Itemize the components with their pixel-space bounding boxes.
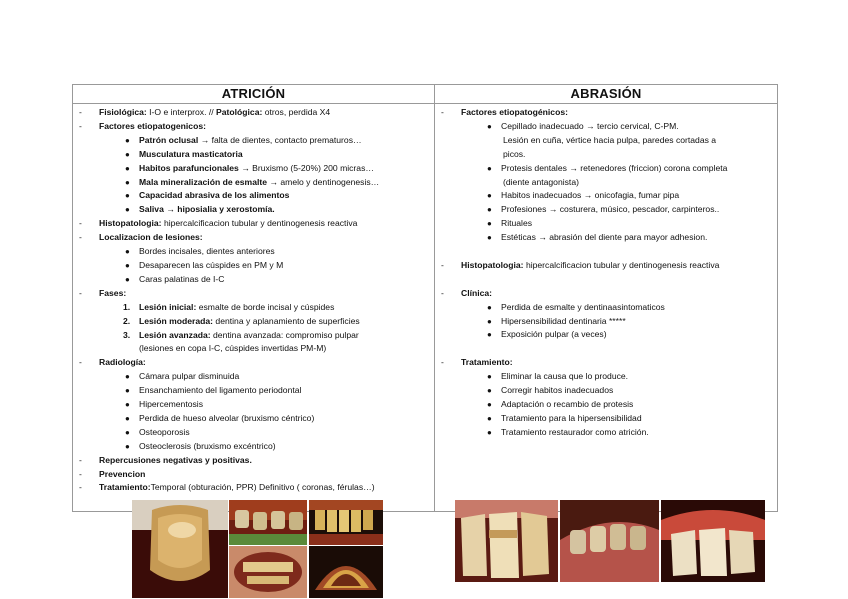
list-item: ● Tratamiento para la hipersensibilidad	[487, 412, 642, 423]
list-item: ● Rituales	[487, 218, 533, 229]
abrasion-body	[435, 104, 777, 440]
list-item: - Histopatologia: hipercalcificacion tubular y dentinogenesis reactiva	[79, 218, 358, 229]
list-item: ● Perdida de esmalte y dentinaasintomaticos	[487, 301, 665, 312]
list-item: - Factores etiopatogénicos:	[441, 107, 568, 117]
attrition-mouth-photo	[229, 546, 307, 598]
atricion-column	[73, 85, 435, 511]
list-item: - Fases:	[79, 287, 127, 298]
abrasion-column	[435, 85, 777, 511]
list-item: - Tratamiento:	[441, 357, 513, 368]
list-item: ● Patrón oclusal → falta de dientes, contacto prematuros…	[125, 134, 362, 145]
list-item: - Radiología:	[79, 357, 146, 368]
list-item: ● Habitos inadecuados → onicofagia, fumar pipa	[487, 190, 680, 201]
list-item: 2. Lesión moderada: dentina y aplanamiento de superficies	[123, 315, 360, 326]
list-item: - Fisiológica: I-O e interprox. // Patológica: otros, perdida X4	[79, 107, 331, 117]
list-item: ● Caras palatinas de I-C	[125, 273, 225, 284]
list-item: ● Perdida de hueso alveolar (bruxismo céntrico)	[125, 412, 315, 423]
abrasion-title: ABRASIÓN	[435, 85, 777, 104]
list-item: ● Hipercementosis	[125, 399, 203, 410]
list-item: ● Osteoporosis	[125, 426, 190, 437]
list-item-continuation: (diente antagonista)	[503, 176, 579, 187]
list-item-continuation: Lesión en cuña, vértice hacia pulpa, paredes cortadas a	[503, 134, 717, 145]
list-item: ● Musculatura masticatoria	[125, 148, 243, 159]
attrition-molars-photo	[229, 500, 307, 545]
list-item: - Prevencion	[79, 468, 146, 479]
list-item: ● Profesiones → costurera, músico, pescador, carpinteros..	[487, 204, 720, 215]
atricion-title: ATRICIÓN	[73, 85, 434, 104]
list-item: ● Desaparecen las cúspides en PM y M	[125, 259, 284, 270]
comparison-table	[72, 84, 778, 512]
attrition-incisors-photo	[309, 500, 383, 545]
abrasion-teeth-photo	[455, 500, 558, 582]
list-item: - Localizacion de lesiones:	[79, 232, 203, 243]
atricion-body	[73, 104, 434, 495]
list-item: - Factores etiopatogenicos:	[79, 120, 206, 131]
list-item: ● Adaptación o recambio de protesis	[487, 398, 634, 409]
list-item: ● Cámara pulpar disminuida	[125, 371, 240, 382]
list-item-continuation: picos.	[503, 148, 526, 159]
list-item: 1. Lesión inicial: esmalte de borde incisal y cúspides	[123, 301, 335, 312]
abrasion-cervical-photo	[560, 500, 659, 582]
list-item: ● Cepillado inadecuado → tercio cervical, C-PM.	[487, 120, 679, 131]
list-item: - Clínica:	[441, 287, 493, 298]
list-item: ● Habitos parafuncionales → Bruxismo (5-20%) 200 micras…	[125, 162, 374, 173]
list-item: ● Protesis dentales → retenedores (friccion) corona completa	[487, 162, 728, 173]
list-item: ● Ensanchamiento del ligamento periodontal	[125, 385, 302, 396]
list-item: - Tratamiento:Temporal (obturación, PPR) Definitivo ( coronas, férulas…)	[79, 482, 375, 493]
list-item: ● Eliminar la causa que lo produce.	[487, 371, 629, 382]
list-item: ● Estéticas → abrasión del diente para mayor adhesion.	[487, 232, 708, 243]
list-item-continuation: (lesiones en copa I-C, cúspides invertidas PM-M)	[139, 343, 327, 354]
list-item: ● Exposición pulpar (a veces)	[487, 329, 607, 340]
worn-tooth-photo	[132, 500, 228, 598]
list-item: ● Capacidad abrasiva de los alimentos	[125, 190, 290, 201]
list-item: ● Osteoclerosis (bruxismo excéntrico)	[125, 440, 276, 451]
list-item: ● Hipersensibilidad dentinaria *****	[487, 315, 626, 326]
list-item: 3. Lesión avanzada: dentina avanzada: compromiso pulpar	[123, 329, 359, 340]
list-item: ● Saliva → hiposialia y xerostomía.	[125, 204, 275, 215]
attrition-arch-photo	[309, 546, 383, 598]
list-item: ● Tratamiento restaurador como atrición.	[487, 426, 649, 437]
list-item: - Repercusiones negativas y positivas.	[79, 454, 252, 465]
list-item: ● Mala mineralización de esmalte → amelo y dentinogenesis…	[125, 176, 380, 187]
list-item: ● Bordes incisales, dientes anteriores	[125, 246, 275, 257]
abrasion-notch-photo	[661, 500, 765, 582]
list-item: - Histopatologia: hipercalcificacion tubular y dentinogenesis reactiva	[441, 259, 720, 270]
list-item: ● Corregir habitos inadecuados	[487, 385, 614, 396]
